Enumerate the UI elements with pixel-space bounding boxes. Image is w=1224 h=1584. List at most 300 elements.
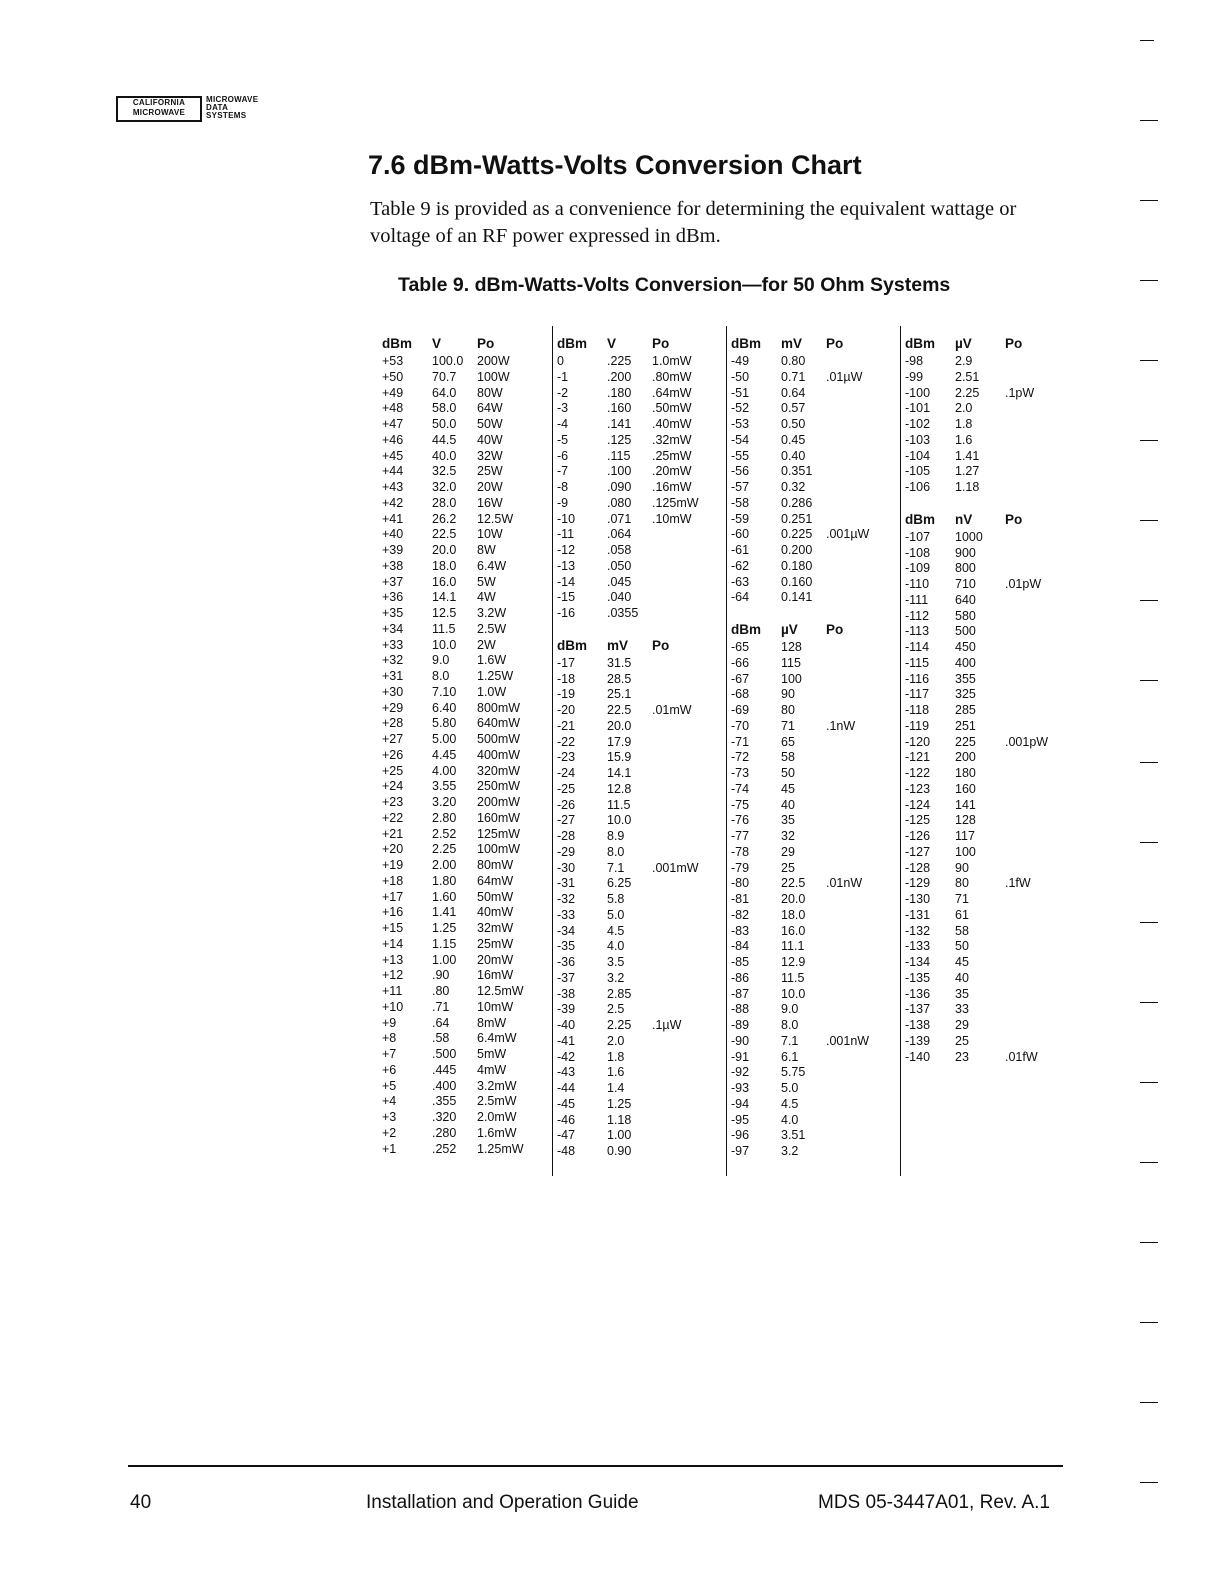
table-cell: 0.64 <box>781 385 806 400</box>
table-cell: 128 <box>781 640 802 654</box>
table-cell: -100 <box>905 385 931 400</box>
table-cell: -66 <box>731 655 750 670</box>
table-cell: .115 <box>607 448 631 463</box>
table-cell: 1000 <box>955 529 983 544</box>
table-cell: 3.2mW <box>477 1078 517 1093</box>
table-cell: -88 <box>731 1002 750 1017</box>
table-cell: 251 <box>955 718 976 733</box>
table-cell: +39 <box>382 543 404 557</box>
table-cell: 0.50 <box>781 417 806 431</box>
table-cell: -6 <box>557 448 569 463</box>
table-cell: +27 <box>382 732 404 746</box>
table-cell: 22.5 <box>432 527 457 542</box>
table-cell: 50W <box>477 417 503 431</box>
table-cell: -61 <box>731 543 750 557</box>
margin-tick <box>1140 1322 1158 1323</box>
table-cell: -133 <box>905 939 931 954</box>
table-cell: 33 <box>955 1002 969 1017</box>
table-cell: 8.9 <box>607 829 625 843</box>
table-cell: 25 <box>781 860 795 875</box>
table-cell: +48 <box>382 401 404 416</box>
table-cell: 117 <box>955 829 975 843</box>
table-cell: 2.51 <box>955 369 980 384</box>
table-cell: .1fW <box>1005 876 1031 891</box>
table-cell: 22.5 <box>607 703 632 717</box>
margin-tick <box>1140 360 1158 361</box>
column-header: dBm <box>557 336 587 351</box>
table-cell: .180 <box>607 385 632 400</box>
table-cell: -4 <box>557 417 569 431</box>
table-cell: 7.10 <box>432 684 457 699</box>
table-cell: -17 <box>557 655 576 670</box>
table-cell: .445 <box>432 1062 457 1077</box>
table-cell: -105 <box>905 464 931 479</box>
table-cell: 61 <box>955 907 969 922</box>
margin-tick <box>1140 680 1158 681</box>
table-cell: 4.0 <box>781 1112 799 1127</box>
table-cell: 640mW <box>477 716 521 731</box>
margin-tick <box>1140 40 1154 41</box>
table-cell: 12.8 <box>607 781 632 796</box>
table-cell: 1.18 <box>955 480 980 494</box>
margin-tick <box>1140 1162 1158 1163</box>
table-cell: 2.25 <box>607 1018 632 1032</box>
footer-title: Installation and Operation Guide <box>366 1492 639 1513</box>
table-cell: 2.80 <box>432 810 457 825</box>
table-cell: 23 <box>955 1049 969 1064</box>
table-cell: 58.0 <box>432 401 457 416</box>
margin-tick <box>1140 200 1158 201</box>
table-cell: 14.1 <box>607 766 632 780</box>
table-cell: .400 <box>432 1078 457 1093</box>
column-header: dBm <box>557 637 587 653</box>
table-cell: -57 <box>731 480 750 494</box>
table-cell: -123 <box>905 781 931 796</box>
table-cell: -65 <box>731 640 750 654</box>
table-cell: 2.00 <box>432 858 457 872</box>
table-cell: 160 <box>955 781 976 796</box>
table-cell: 0.57 <box>781 401 806 416</box>
table-cell: 0.251 <box>781 511 813 526</box>
table-cell: .080 <box>607 495 632 510</box>
logo-line: MICROWAVE <box>206 95 259 104</box>
table-cell: 4mW <box>477 1062 507 1077</box>
table-cell: -106 <box>905 480 931 494</box>
table-cell: .01mW <box>652 703 692 717</box>
table-cell: 8W <box>477 543 496 557</box>
table-cell: 1.6 <box>955 432 973 447</box>
table-cell: .80mW <box>652 369 692 384</box>
table-cell: .320 <box>432 1110 457 1124</box>
table-cell: +18 <box>382 873 404 888</box>
table-cell: -42 <box>557 1049 576 1064</box>
table-cell: 50 <box>955 939 969 954</box>
table-cell: +16 <box>382 905 404 920</box>
column-header: Po <box>1005 511 1023 527</box>
table-cell: 17.9 <box>607 734 632 749</box>
column-header: µV <box>781 622 798 637</box>
table-cell: +7 <box>382 1047 397 1061</box>
table-cell: -27 <box>557 813 576 828</box>
table-cell: .1µW <box>652 1018 682 1032</box>
table-cell: 45 <box>955 955 969 969</box>
table-cell: 11.5 <box>432 621 456 636</box>
table-cell: -82 <box>731 907 750 922</box>
logo-line: MICROWAVE <box>132 108 186 117</box>
table-cell: 0.351 <box>781 464 813 479</box>
table-cell: .0355 <box>607 606 639 620</box>
table-cell: 3.2 <box>607 970 625 985</box>
table-cell: 5.0 <box>607 907 625 922</box>
table-cell: 12.5 <box>432 606 457 620</box>
table-cell: 100mW <box>477 842 521 857</box>
table-cell: 70.7 <box>432 369 457 384</box>
table-cell: 1.41 <box>432 905 457 920</box>
table-cell: -80 <box>731 876 750 891</box>
table-cell: -130 <box>905 892 931 906</box>
table-cell: -1 <box>557 369 569 384</box>
table-cell: 115 <box>781 655 801 670</box>
table-cell: -51 <box>731 385 750 400</box>
table-cell: 200W <box>477 354 510 368</box>
table-cell: 1.6 <box>607 1065 625 1080</box>
table-cell: 10.0 <box>607 813 632 828</box>
table-cell: -10 <box>557 511 576 526</box>
table-cell: .01pW <box>1005 577 1042 591</box>
margin-tick <box>1140 1482 1158 1483</box>
table-cell: 1.8 <box>607 1049 625 1064</box>
table-cell: 12.5W <box>477 511 514 526</box>
table-cell: 11.5 <box>781 970 805 985</box>
table-cell: .01fW <box>1005 1049 1038 1064</box>
table-cell: 100 <box>955 844 976 859</box>
table-cell: 4.0 <box>607 939 625 954</box>
table-cell: 4.00 <box>432 763 457 778</box>
table-cell: +36 <box>382 590 404 605</box>
table-cell: 5.8 <box>607 892 625 906</box>
table-cell: 12.9 <box>781 955 806 969</box>
column-header: Po <box>826 622 844 637</box>
table-cell: 16.0 <box>781 923 806 938</box>
table-cell: 0.71 <box>781 369 806 384</box>
table-cell: -21 <box>557 718 576 733</box>
table-cell: -102 <box>905 417 931 431</box>
table-cell: -128 <box>905 860 931 875</box>
table-cell: 58 <box>955 923 969 938</box>
table-cell: -93 <box>731 1081 750 1095</box>
table-cell: -124 <box>905 797 931 812</box>
table-caption: Table 9. dBm-Watts-Volts Conversion—for 50 Ohm Systems <box>398 274 951 296</box>
table-cell: 2.0mW <box>477 1110 517 1124</box>
table-cell: -54 <box>731 432 750 447</box>
table-cell: .01nW <box>826 876 863 891</box>
table-cell: -112 <box>905 608 930 623</box>
logo-line: SYSTEMS <box>206 111 247 120</box>
table-cell: 90 <box>781 687 795 702</box>
footer-rule <box>128 1465 1063 1467</box>
table-cell: -136 <box>905 986 931 1001</box>
table-cell: 80 <box>781 703 795 717</box>
table-cell: 20mW <box>477 952 514 967</box>
table-cell: 65 <box>781 734 795 749</box>
table-cell: 640 <box>955 592 976 607</box>
table-cell: 20.0 <box>781 892 806 906</box>
table-cell: -132 <box>905 923 931 938</box>
table-cell: 1.6W <box>477 653 507 668</box>
table-cell: -116 <box>905 671 930 686</box>
table-cell: +43 <box>382 480 404 494</box>
table-cell: 100.0 <box>432 354 464 368</box>
margin-tick <box>1140 120 1158 121</box>
table-cell: 28.0 <box>432 495 457 510</box>
table-cell: 400mW <box>477 747 521 762</box>
table-cell: 44.5 <box>432 432 457 447</box>
table-cell: 16W <box>477 495 503 510</box>
logo-box <box>116 96 202 122</box>
table-cell: .64mW <box>652 385 692 400</box>
table-cell: +32 <box>382 653 404 668</box>
margin-tick <box>1140 762 1158 763</box>
column-header: µV <box>955 336 972 351</box>
table-cell: -85 <box>731 955 750 969</box>
table-cell: 500 <box>955 624 976 639</box>
table-cell: -95 <box>731 1112 750 1127</box>
table-cell: 0.160 <box>781 574 813 589</box>
table-cell: -135 <box>905 970 931 985</box>
column-divider <box>900 326 901 1176</box>
table-cell: 6.4mW <box>477 1031 517 1046</box>
table-cell: -43 <box>557 1065 576 1080</box>
table-cell: 10mW <box>477 999 514 1014</box>
table-cell: -67 <box>731 671 750 686</box>
table-cell: 1.00 <box>607 1128 632 1143</box>
table-cell: +8 <box>382 1031 397 1046</box>
table-cell: 1.4 <box>607 1081 625 1095</box>
page-number: 40 <box>130 1492 152 1513</box>
table-cell: -22 <box>557 734 576 749</box>
table-cell: -48 <box>557 1144 576 1158</box>
table-cell: -77 <box>731 829 750 843</box>
table-cell: .252 <box>432 1141 457 1156</box>
table-cell: 4W <box>477 590 496 605</box>
table-cell: +9 <box>382 1015 397 1030</box>
table-cell: .90 <box>432 968 450 983</box>
table-cell: 64W <box>477 401 503 416</box>
table-cell: -63 <box>731 574 750 589</box>
table-cell: -3 <box>557 401 569 416</box>
table-cell: 1.0mW <box>652 354 692 368</box>
table-cell: 1.8 <box>955 417 973 431</box>
table-cell: 2.5W <box>477 621 507 636</box>
table-cell: -2 <box>557 385 569 400</box>
column-header: mV <box>607 637 629 653</box>
table-cell: -13 <box>557 558 576 573</box>
margin-tick <box>1140 600 1158 601</box>
table-cell: 29 <box>781 844 795 859</box>
table-cell: 25 <box>955 1033 969 1048</box>
table-cell: 8mW <box>477 1015 507 1030</box>
table-cell: .058 <box>607 543 632 557</box>
table-cell: 18.0 <box>432 558 457 573</box>
table-cell: 5.00 <box>432 732 457 746</box>
column-header: Po <box>1005 336 1023 351</box>
table-cell: -39 <box>557 1002 576 1017</box>
table-cell: -64 <box>731 590 750 605</box>
table-cell: +50 <box>382 369 404 384</box>
table-cell: 4.45 <box>432 747 457 762</box>
column-header: dBm <box>382 336 412 351</box>
table-cell: 6.4W <box>477 558 507 573</box>
table-cell: +19 <box>382 858 404 872</box>
table-cell: +23 <box>382 795 404 809</box>
column-header: Po <box>826 336 844 351</box>
table-cell: 0.141 <box>781 590 813 605</box>
table-cell: +15 <box>382 921 404 935</box>
table-cell: .01µW <box>826 369 863 384</box>
table-cell: 1.41 <box>955 448 980 463</box>
table-cell: -15 <box>557 590 576 605</box>
table-cell: +11 <box>382 984 403 998</box>
table-cell: +29 <box>382 700 404 715</box>
table-cell: +20 <box>382 842 404 857</box>
table-cell: 5.75 <box>781 1065 806 1080</box>
table-cell: 3.2W <box>477 606 507 620</box>
column-header: Po <box>652 336 670 351</box>
table-cell: 20.0 <box>607 718 632 733</box>
table-cell: 320mW <box>477 763 521 778</box>
table-cell: -114 <box>905 640 930 654</box>
table-cell: 35 <box>781 813 795 828</box>
table-cell: +31 <box>382 669 404 683</box>
table-cell: -62 <box>731 558 750 573</box>
table-cell: +12 <box>382 968 404 983</box>
column-divider <box>552 326 553 1176</box>
table-cell: 2W <box>477 637 496 652</box>
table-cell: -19 <box>557 687 576 702</box>
table-cell: .071 <box>607 511 632 526</box>
table-cell: -36 <box>557 955 576 969</box>
table-cell: 0.40 <box>781 448 806 463</box>
table-cell: 32mW <box>477 921 514 935</box>
table-cell: -38 <box>557 986 576 1001</box>
table-cell: 1.0W <box>477 684 507 699</box>
table-cell: 0.200 <box>781 543 813 557</box>
table-cell: +53 <box>382 354 404 368</box>
margin-tick <box>1140 1082 1158 1083</box>
table-cell: 200 <box>955 750 976 765</box>
table-cell: +34 <box>382 621 404 636</box>
table-cell: .040 <box>607 590 632 605</box>
margin-tick <box>1140 1242 1158 1243</box>
table-cell: 0.32 <box>781 480 806 494</box>
table-cell: .20mW <box>652 464 692 479</box>
table-cell: -33 <box>557 907 576 922</box>
table-cell: -139 <box>905 1033 931 1048</box>
table-cell: -127 <box>905 844 931 859</box>
table-cell: .500 <box>432 1047 457 1061</box>
table-cell: -56 <box>731 464 750 479</box>
table-cell: -8 <box>557 480 569 494</box>
table-cell: 4.5 <box>607 923 625 938</box>
table-cell: -81 <box>731 892 750 906</box>
table-cell: -23 <box>557 750 576 765</box>
table-cell: -137 <box>905 1002 931 1017</box>
table-cell: .001nW <box>826 1033 870 1048</box>
table-cell: -14 <box>557 574 576 589</box>
table-cell: 14.1 <box>432 590 457 605</box>
table-cell: 1.25W <box>477 669 514 683</box>
table-cell: -126 <box>905 829 931 843</box>
table-cell: 16.0 <box>432 574 457 589</box>
table-cell: 160mW <box>477 810 521 825</box>
table-cell: -111 <box>905 592 929 607</box>
table-cell: +3 <box>382 1110 397 1124</box>
table-cell: 3.51 <box>781 1128 806 1143</box>
table-cell: +6 <box>382 1062 397 1077</box>
table-cell: 0.90 <box>607 1144 632 1158</box>
table-cell: .001pW <box>1005 734 1049 749</box>
table-cell: 45 <box>781 781 795 796</box>
table-cell: +25 <box>382 763 404 778</box>
table-cell: +30 <box>382 684 404 699</box>
table-cell: 32.0 <box>432 480 457 494</box>
column-header: V <box>607 336 617 351</box>
column-header: mV <box>781 336 803 351</box>
table-cell: -118 <box>905 703 930 717</box>
table-cell: -16 <box>557 606 576 620</box>
table-cell: -87 <box>731 986 750 1001</box>
table-cell: -71 <box>731 734 750 749</box>
table-cell: 128 <box>955 813 976 828</box>
table-cell: 5mW <box>477 1047 507 1061</box>
table-cell: -44 <box>557 1081 576 1095</box>
margin-tick <box>1140 280 1158 281</box>
table-cell: -138 <box>905 1018 931 1032</box>
table-cell: 2.25 <box>955 385 980 400</box>
table-cell: 90 <box>955 860 969 875</box>
table-cell: .58 <box>432 1031 450 1046</box>
table-cell: -30 <box>557 860 576 875</box>
section-title: 7.6 dBm-Watts-Volts Conversion Chart <box>368 150 862 180</box>
table-cell: -90 <box>731 1033 750 1048</box>
table-cell: .045 <box>607 574 632 589</box>
column-header: dBm <box>905 511 935 527</box>
table-cell: -108 <box>905 545 931 560</box>
margin-tick <box>1140 1002 1158 1003</box>
table-cell: -131 <box>905 907 931 922</box>
table-cell: 58 <box>781 750 795 765</box>
table-cell: -31 <box>557 876 576 891</box>
table-cell: -74 <box>731 781 750 796</box>
table-cell: +1 <box>382 1141 397 1156</box>
table-cell: -104 <box>905 448 931 463</box>
table-cell: .125mW <box>652 495 699 510</box>
table-cell: 80 <box>955 876 969 891</box>
table-cell: -76 <box>731 813 750 828</box>
table-cell: -47 <box>557 1128 576 1143</box>
table-cell: .80 <box>432 984 450 998</box>
company-logo <box>116 96 286 126</box>
table-cell: -46 <box>557 1112 576 1127</box>
table-cell: -79 <box>731 860 750 875</box>
table-cell: .71 <box>432 999 450 1014</box>
table-cell: 8.0 <box>781 1018 799 1032</box>
table-cell: +47 <box>382 417 404 431</box>
table-cell: -107 <box>905 529 931 544</box>
table-cell: 50mW <box>477 889 514 904</box>
table-cell: -55 <box>731 448 750 463</box>
table-cell: +35 <box>382 606 404 620</box>
